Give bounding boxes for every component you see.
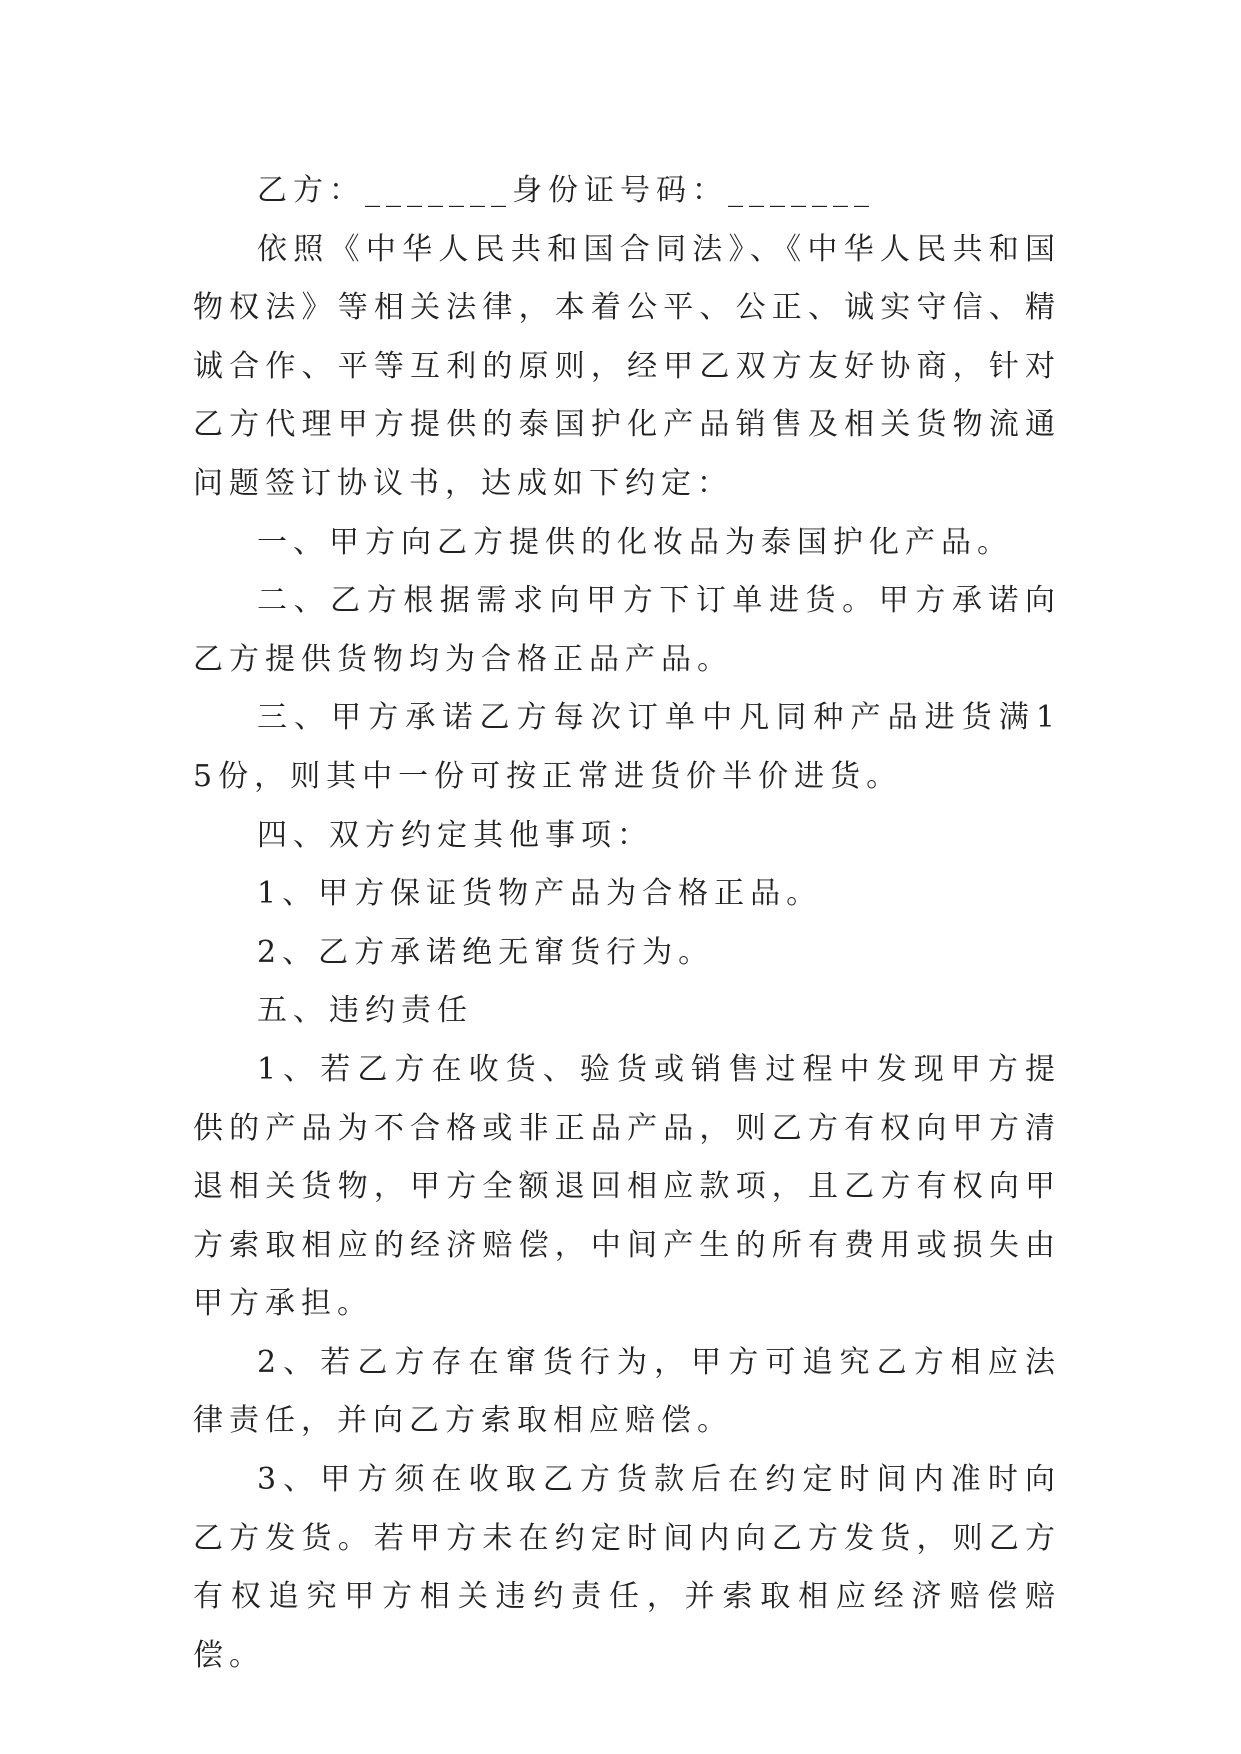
clause-2: 二、乙方根据需求向甲方下订单进货。甲方承诺向乙方提供货物均为合格正品产品。 <box>193 583 1061 677</box>
clause-4-item-2: 2、乙方承诺绝无窜货行为。 <box>257 934 715 970</box>
clause-5-heading: 五、违约责任 <box>257 993 473 1029</box>
party-b-id-line: 乙方：_______身份证号码：_______ <box>257 173 875 208</box>
document-body <box>193 162 1061 1685</box>
clause-5-item-2: 2、若乙方存在窜货行为，甲方可追究乙方相应法律责任，并向乙方索取相应赔偿。 <box>193 1344 1061 1439</box>
clause-5-item-1: 1、若乙方在收货、验货或销售过程中发现甲方提供的产品为不合格或非正品产品，则乙方有权向甲方清退相关货物，甲方全额退回相应款项，且乙方有权向甲方索取相应的经济赔偿，中间产生的所有费用或损失由甲方承担。 <box>193 1051 1061 1322</box>
clause-4-heading: 四、双方约定其他事项： <box>257 817 653 853</box>
clause-5-item-3: 3、甲方须在收取乙方货款后在约定时间内准时向乙方发货。若甲方未在约定时间内向乙方发货，则乙方有权追究甲方相关违约责任，并索取相应经济赔偿赔偿。 <box>193 1462 1061 1673</box>
clause-1: 一、甲方向乙方提供的化妆品为泰国护化产品。 <box>257 524 1013 560</box>
clause-3: 三、甲方承诺乙方每次订单中凡同种产品进货满15份，则其中一份可按正常进货价半价进货。 <box>193 700 1061 794</box>
preamble-paragraph: 依照《中华人民共和国合同法》、《中华人民共和国物权法》等相关法律，本着公平、公正、诚实守信、精诚合作、平等互利的原则，经甲乙双方友好协商，针对乙方代理甲方提供的泰国护化产品销售及相关货物流通问题签订协议书，达成如下约定： <box>193 231 1061 501</box>
clause-4-item-1: 1、甲方保证货物产品为合格正品。 <box>257 876 823 912</box>
